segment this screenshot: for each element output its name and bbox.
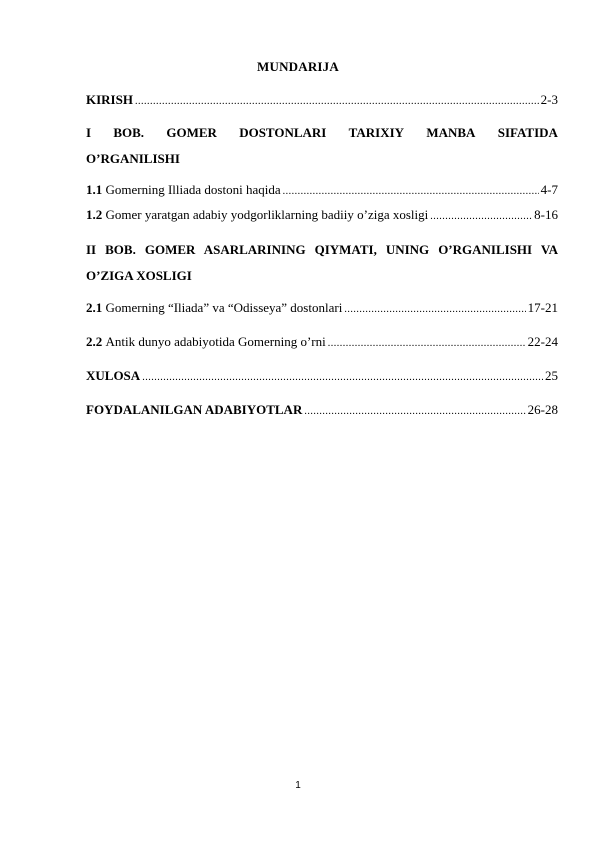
toc-page-number: 4-7 [540, 182, 558, 197]
page-title: MUNDARIJA [257, 59, 339, 74]
dot-leader [142, 372, 543, 383]
toc-chapter-1[interactable] [86, 120, 558, 172]
toc-entry-kirish[interactable] [86, 92, 558, 108]
toc-section-number: 1.1 [86, 182, 103, 197]
toc-page-number: 8-16 [534, 207, 558, 222]
toc-page-number: 2-3 [540, 92, 558, 107]
toc-entry-adabiyotlar[interactable] [86, 402, 558, 418]
toc-entry-xulosa[interactable] [86, 368, 558, 384]
dot-leader [283, 186, 539, 197]
toc-entry-2-2[interactable] [86, 334, 558, 350]
chapter-word: MANBA [426, 125, 476, 140]
toc-section-title: Gomer yaratgan adabiy yodgorliklarning badiiy o’ziga xosligi [105, 207, 429, 222]
dot-leader [344, 304, 525, 315]
toc-page-number: 22-24 [527, 334, 558, 349]
chapter-1-line-2: O’RGANILISHI [86, 151, 180, 166]
chapter-word: I [86, 125, 92, 140]
chapter-1-line-1 [86, 120, 558, 146]
page-number-footer: 1 [295, 780, 301, 791]
toc-label: XULOSA [86, 368, 141, 383]
dot-leader [135, 96, 539, 107]
toc-page-number: 25 [545, 368, 558, 383]
chapter-word: TARIXIY [348, 125, 405, 140]
dot-leader [430, 211, 532, 222]
toc-entry-1-2[interactable] [86, 207, 558, 223]
toc-label: FOYDALANILGAN ADABIYOTLAR [86, 402, 303, 417]
toc-page-number: 26-28 [527, 402, 558, 417]
toc-section-number: 1.2 [86, 207, 103, 222]
toc-section-title: Gomerning Illiada dostoni haqida [105, 182, 281, 197]
toc-chapter-2[interactable]: II BOB. GOMER ASARLARINING QIYMATI, UNING O’RGANILISHI VA O’ZIGA XOSLIGI [86, 242, 558, 283]
toc-entry-1-1[interactable] [86, 182, 558, 198]
toc-section-title: Gomerning “Iliada” va “Odisseya” dostonlari [105, 300, 343, 315]
dot-leader [328, 338, 526, 349]
chapter-word: BOB. [113, 125, 145, 140]
chapter-word: SIFATIDA [497, 125, 558, 140]
toc-section-number: 2.2 [86, 334, 103, 349]
toc-section-title: Antik dunyo adabiyotida Gomerning o’rni [105, 334, 326, 349]
toc-section-number: 2.1 [86, 300, 103, 315]
toc-entry-2-1[interactable] [86, 300, 558, 316]
toc-label: KIRISH [86, 92, 133, 107]
chapter-word: GOMER [166, 125, 217, 140]
dot-leader [304, 406, 525, 417]
toc-page-number: 17-21 [527, 300, 558, 315]
chapter-word: DOSTONLARI [239, 125, 327, 140]
